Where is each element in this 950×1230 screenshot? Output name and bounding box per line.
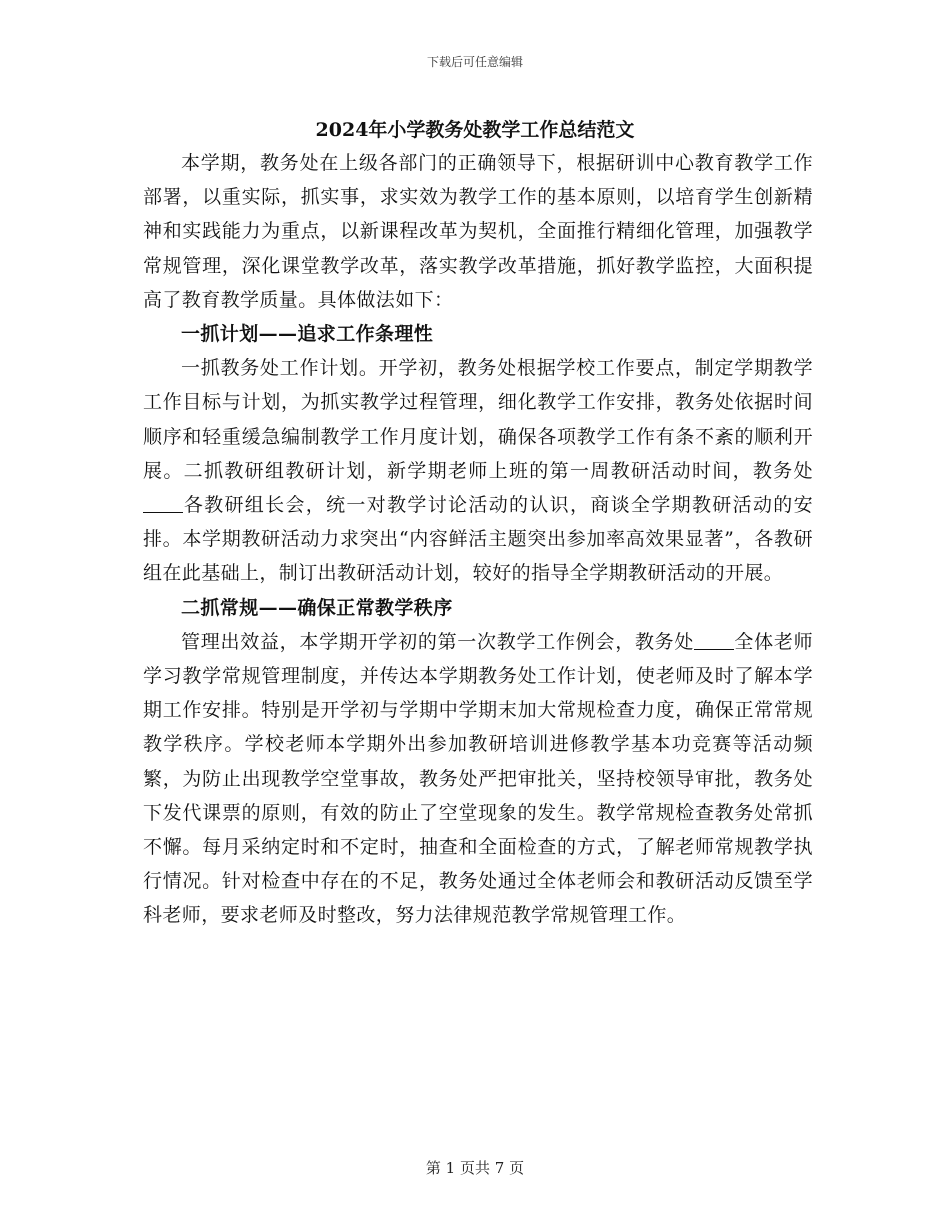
section-heading-plan: 一抓计划——追求工作条理性 [181,323,434,346]
paragraph-text: 全体老师学习教学常规管理制度，并传达本学期教务处工作计划，使老师及时了解本学期工作安排。特别是开学初与学期中学期末加大常规检查力度，确保正常常规教学秩序。学校老师本学期外出参加教研培训进修教学基本功竞赛等活动频繁，为防止出现教学空堂事故，教务处严把审批关，坚持校领导审批，教务处下发代课票的原则，有效的防止了空堂现象的发生。教学常规检查教务处常抓不懈。每月采纳定时和不定时，抽查和全面检查的方式，了解老师常规教学执行情况。针对检查中存在的不足，教务处通过全体老师会和教研活动反馈至学科老师，要求老师及时整改，努力法律规范教学常规管理工作。 [143,630,813,927]
paragraph-text: 一抓教务处工作计划。开学初，教务处根据学校工作要点，制定学期教学工作目标与计划，为抓实教学过程管理，细化教学工作安排，教务处依据时间顺序和轻重缓急编制教学工作月度计划，确保各项教学工作有条不紊的顺利开展。二抓教研组教研计划，新学期老师上班的第一周教研活动时间，教务处 [143,357,813,482]
section-paragraph-plan [143,351,813,590]
paragraph-text: 各教研组长会，统一对教学讨论活动的认识，商谈全学期教研活动的安排。本学期教研活动力求突出“内容鲜活主题突出参加率高效果显著”，各教研组在此基础上，制订出教研活动计划，较好的指导全学期教研活动的开展。 [143,494,813,585]
document-body [143,146,813,933]
section-heading-routine: 二抓常规——确保正常教学秩序 [181,596,453,619]
blank-underline [694,630,734,650]
intro-paragraph: 本学期，教务处在上级各部门的正确领导下，根据研训中心教育教学工作部署，以重实际，抓实事，求实效为教学工作的基本原则，以培育学生创新精神和实践能力为重点，以新课程改革为契机，全面推行精细化管理，加强教学常规管理，深化课堂教学改革，落实教学改革措施，抓好教学监控，大面积提高了教育教学质量。具体做法如下： [143,152,813,311]
page-footer: 第 1 页共 7 页 [425,1159,525,1177]
header-note: 下载后可任意编辑 [426,55,523,69]
paragraph-text: 管理出效益，本学期开学初的第一次教学工作例会，教务处 [181,630,695,653]
blank-underline [143,493,183,513]
section-paragraph-routine [143,625,813,933]
page-title: 2024年小学教务处教学工作总结范文 [315,119,635,141]
